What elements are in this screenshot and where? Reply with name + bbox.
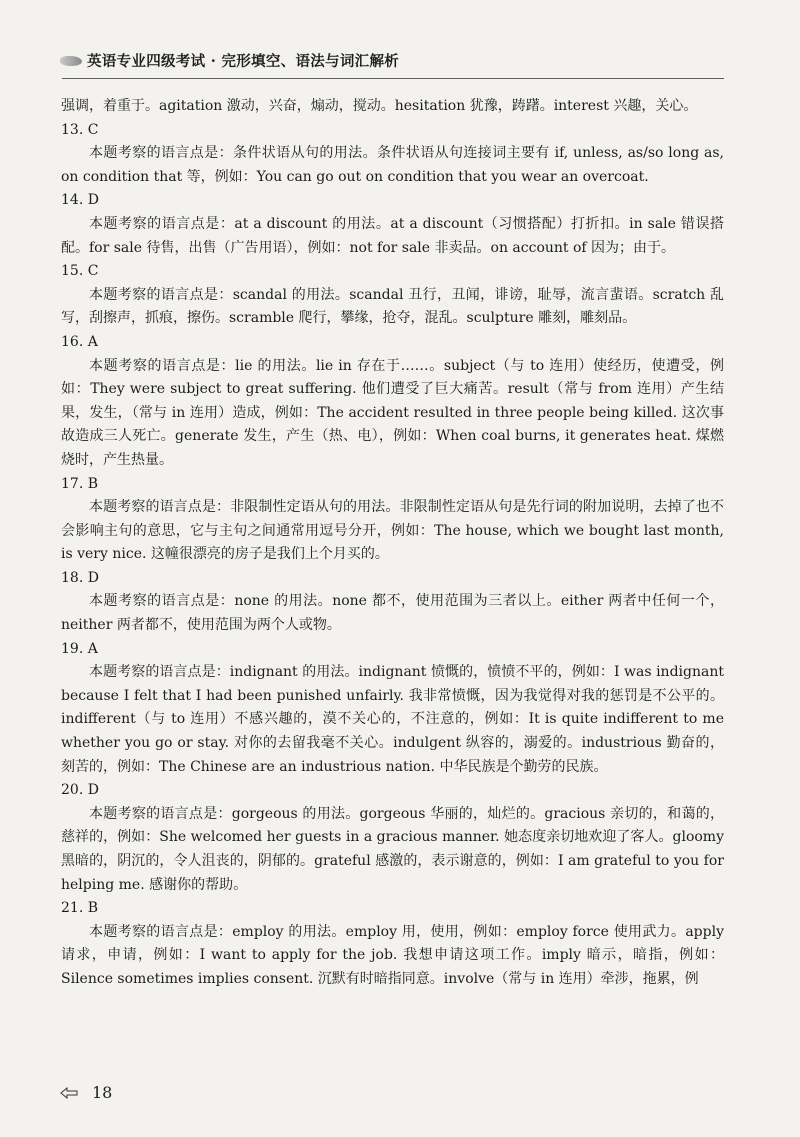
explanation-paragraph: 本题考察的语言点是：gorgeous 的用法。gorgeous 华丽的，灿烂的。gracious 亲切的，和蔼的，慈祥的，例如：She welcomed her guests in a gracious manner. 她态度亲切地欢迎了客人。gloomy 黑暗的，阴沉的，令人沮丧的，阴郁的。grateful 感激的，表示谢意的，例如：I am grateful to you for helping me. 感谢你的帮助。 xyxy=(61,805,724,893)
answer-label: 20. D xyxy=(61,782,99,799)
explanation-paragraph: 本题考察的语言点是：at a discount 的用法。at a discount（习惯搭配）打折扣。in sale 错误搭配。for sale 待售，出售（广告用语），例如：not for sale 非卖品。on account of 因为；由于。 xyxy=(61,215,724,256)
explanation-paragraph: 本题考察的语言点是：none 的用法。none 都不，使用范围为三者以上。either 两者中任何一个，neither 两者都不，使用范围为两个人或物。 xyxy=(61,593,724,634)
page-footer xyxy=(60,1083,112,1102)
header-ornament-icon xyxy=(60,56,82,66)
answer-label: 18. D xyxy=(61,569,99,586)
left-arrow-icon xyxy=(60,1087,78,1099)
explanation-paragraph: 本题考察的语言点是：条件状语从句的用法。条件状语从句连接词主要有 if, unless, as/so long as, on condition that 等，例如：You can go out on condition that you wear an overcoat. xyxy=(61,145,724,185)
answer-label: 15. C xyxy=(61,263,99,280)
header-title: 英语专业四级考试 · 完形填空、语法与词汇解析 xyxy=(87,53,400,70)
answer-label: 21. B xyxy=(61,900,99,917)
answer-label: 13. C xyxy=(61,121,99,138)
answer-label: 14. D xyxy=(61,192,99,209)
explanation-paragraph: 本题考察的语言点是：lie 的用法。lie in 存在于……。subject（与 to 连用）使经历，使遭受，例如：They were subject to great suffering. 他们遭受了巨大痛苦。result（常与 from 连用）产生结果，发生，（常与 in 连用）造成，例如：The accident resulted in three people being killed. 这次事故造成三人死亡。generate 发生，产生（热、电），例如：When coal burns, it generates heat. 煤燃烧时，产生热量。 xyxy=(61,357,724,468)
running-header xyxy=(60,50,720,71)
explanation-paragraph: 本题考察的语言点是：非限制性定语从句的用法。非限制性定语从句是先行词的附加说明，去掉了也不会影响主句的意思，它与主句之间通常用逗号分开，例如：The house, which we bought last month, is very nice. 这幢很漂亮的房子是我们上个月买的。 xyxy=(61,499,724,563)
page-number: 18 xyxy=(92,1083,113,1102)
intro-paragraph: 强调，着重于。agitation 激动，兴奋，煽动，搅动。hesitation 犹豫，踌躇。interest 兴趣，关心。 xyxy=(61,98,698,114)
explanation-paragraph: 本题考察的语言点是：employ 的用法。employ 用，使用，例如：employ force 使用武力。apply 请求，申请，例如：I want to apply for the job. 我想申请这项工作。imply 暗示，暗指，例如：Silence sometimes implies consent. 沉默有时暗指同意。involve（常与 in 连用）牵涉，拖累，例 xyxy=(61,923,724,987)
header-divider xyxy=(62,78,724,79)
answer-label: 19. A xyxy=(61,640,98,657)
explanation-paragraph: 本题考察的语言点是：scandal 的用法。scandal 丑行，丑闻，诽谤，耻辱，流言蜚语。scratch 乱写，刮擦声，抓痕，擦伤。scramble 爬行，攀缘，抢夺，混乱。sculpture 雕刻，雕刻品。 xyxy=(61,286,724,327)
answer-label: 16. A xyxy=(61,333,98,350)
page-body xyxy=(61,95,724,992)
explanation-paragraph: 本题考察的语言点是：indignant 的用法。indignant 愤慨的，愤愤不平的，例如：I was indignant because I felt that I had been punished unfairly. 我非常愤慨，因为我觉得对我的惩罚是不公平的。indifferent（与 to 连用）不感兴趣的，漠不关心的，不注意的，例如：It is quite indifferent to me whether you go or stay. 对你的去留我毫不关心。indulgent 纵容的，溺爱的。industrious 勤奋的，刻苦的，例如：The Chinese are an industrious nation. 中华民族是个勤劳的民族。 xyxy=(61,664,724,775)
answer-label: 17. B xyxy=(61,475,99,492)
